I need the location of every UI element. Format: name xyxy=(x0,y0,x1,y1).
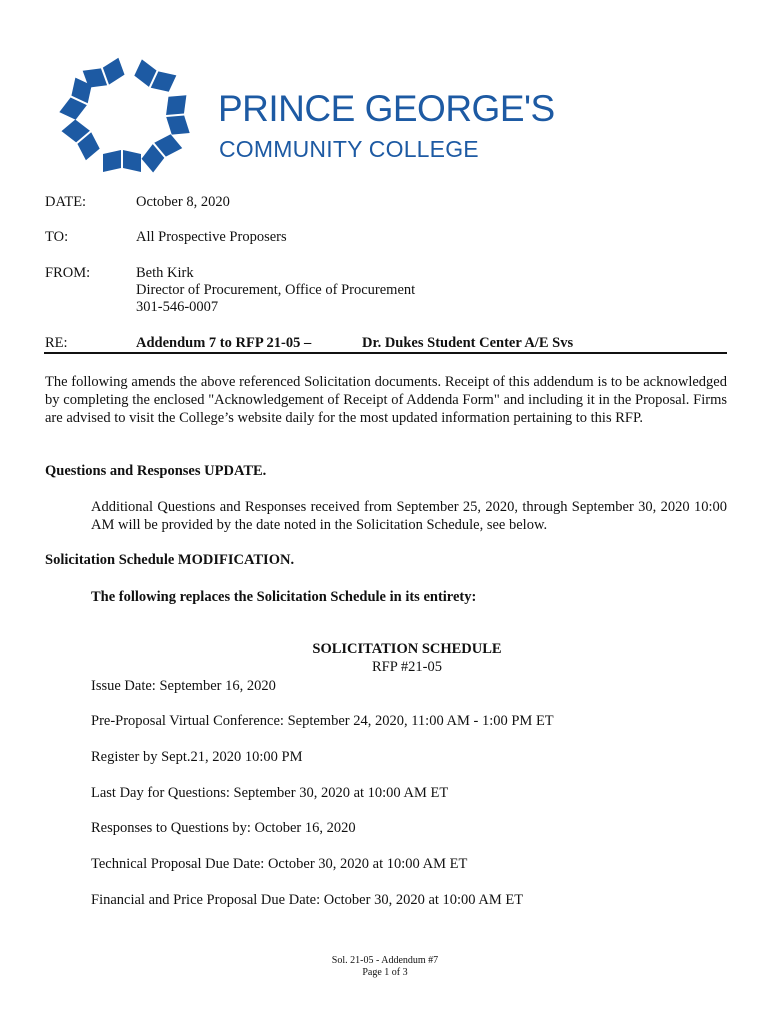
qr-paragraph: Additional Questions and Responses received from September 25, 2020, through September 30, 2020 10:00 AM will be provided by the date noted in the Solicitation Schedule, see below. xyxy=(91,499,727,533)
schedule-item: Pre-Proposal Virtual Conference: September 24, 2020, 11:00 AM - 1:00 PM ET xyxy=(91,713,554,729)
college-logo-icon xyxy=(58,54,208,182)
from-name: Beth Kirk xyxy=(136,265,194,281)
qr-heading: Questions and Responses UPDATE. xyxy=(45,463,267,479)
from-label: FROM: xyxy=(45,265,91,281)
ss-intro: The following replaces the Solicitation Schedule in its entirety: xyxy=(91,589,477,605)
date-label: DATE: xyxy=(45,194,87,210)
footer-page-number: Page 1 of 3 xyxy=(362,967,408,978)
footer-doc-ref: Sol. 21-05 - Addendum #7 xyxy=(331,955,439,966)
schedule-item: Financial and Price Proposal Due Date: October 30, 2020 at 10:00 AM ET xyxy=(91,892,524,908)
from-phone: 301-546-0007 xyxy=(136,299,219,315)
intro-paragraph: The following amends the above referenced Solicitation documents. Receipt of this addendum is to be acknowledged by completing the enclosed "Acknowledgement of Receipt of Addenda Form" and including it in the Proposal. Firms are advised to visit the College’s website daily for the most updated information pertaining to this RFP. xyxy=(45,374,727,426)
schedule-item: Register by Sept.21, 2020 10:00 PM xyxy=(91,749,303,765)
ss-heading: Solicitation Schedule MODIFICATION. xyxy=(45,552,295,568)
schedule-item: Issue Date: September 16, 2020 xyxy=(91,678,276,694)
re-label: RE: xyxy=(45,335,68,351)
college-name-line1: PRINCE GEORGE'S xyxy=(218,88,555,129)
date-value: October 8, 2020 xyxy=(136,194,230,210)
header-divider xyxy=(44,352,727,354)
schedule-item: Responses to Questions by: October 16, 2020 xyxy=(91,820,356,836)
to-value: All Prospective Proposers xyxy=(136,229,287,245)
college-name-line2: COMMUNITY COLLEGE xyxy=(219,136,479,162)
schedule-title: SOLICITATION SCHEDULE xyxy=(312,641,502,657)
schedule-item: Technical Proposal Due Date: October 30, 2020 at 10:00 AM ET xyxy=(91,856,468,872)
re-project: Dr. Dukes Student Center A/E Svs xyxy=(362,335,574,351)
schedule-subtitle: RFP #21-05 xyxy=(372,659,442,675)
re-addendum: Addendum 7 to RFP 21-05 – xyxy=(136,335,312,351)
to-label: TO: xyxy=(45,229,69,245)
schedule-item: Last Day for Questions: September 30, 2020 at 10:00 AM ET xyxy=(91,785,449,801)
from-title: Director of Procurement, Office of Procurement xyxy=(136,282,416,298)
